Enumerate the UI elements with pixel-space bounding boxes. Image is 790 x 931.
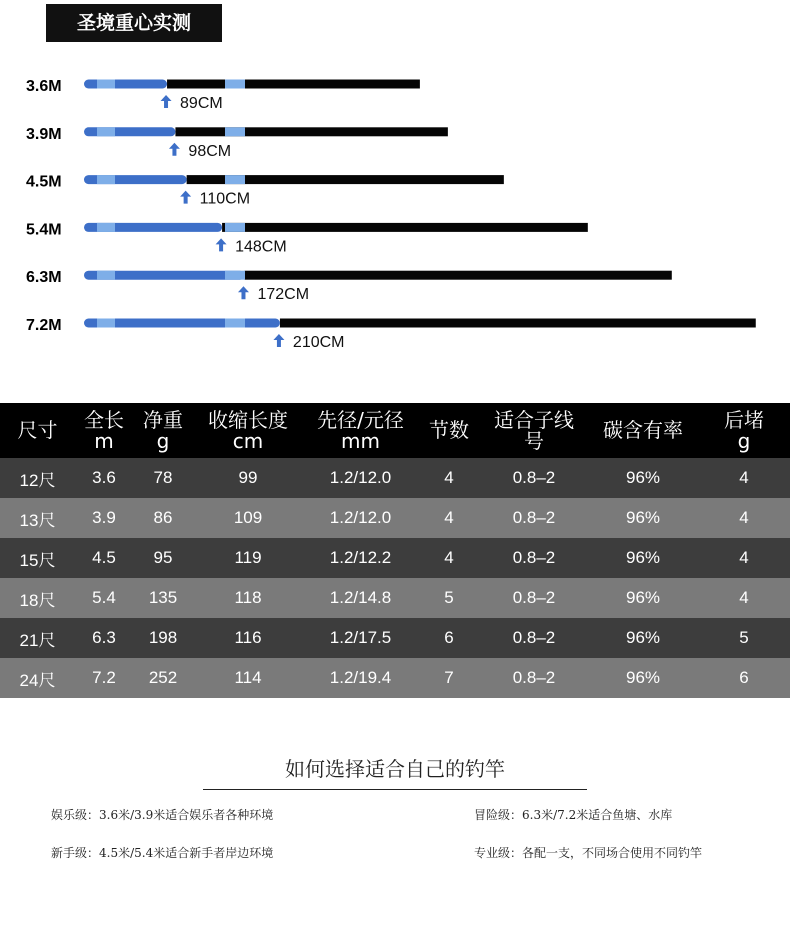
table-cell: 4 <box>698 578 790 618</box>
header-length: 全长 m <box>75 403 133 458</box>
table-cell: 96% <box>588 538 698 578</box>
table-cell: 24尺 <box>0 658 75 698</box>
table-cell: 6 <box>418 618 480 658</box>
table-cell: 1.2/12.0 <box>303 498 418 538</box>
table-cell: 114 <box>193 658 303 698</box>
table-cell: 119 <box>193 538 303 578</box>
rod-butt-segment <box>84 80 167 89</box>
table-cell: 109 <box>193 498 303 538</box>
rod-band-highlight <box>225 175 245 184</box>
header-carbon: 碳含有率 <box>588 403 698 458</box>
balance-point-label: 148CM <box>235 238 287 256</box>
balance-point-label: 210CM <box>292 334 345 351</box>
rod-tip-segment <box>244 271 671 280</box>
table-row <box>0 658 790 698</box>
table-cell: 13尺 <box>0 498 75 538</box>
rod-grip-highlight <box>97 319 115 328</box>
rod-length-label: 6.3M <box>26 269 62 287</box>
table-cell: 96% <box>588 458 698 498</box>
table-cell: 1.2/14.8 <box>303 578 418 618</box>
balance-arrow-icon <box>238 286 249 299</box>
spec-table <box>0 403 790 698</box>
balance-arrow-icon <box>216 238 227 251</box>
table-cell: 18尺 <box>0 578 75 618</box>
guide-title: 如何选择适合自己的钓竿 <box>285 757 505 781</box>
header-sections: 节数 <box>418 403 480 458</box>
table-cell: 5 <box>418 578 480 618</box>
guide-divider <box>203 789 587 790</box>
rod-tip-segment <box>175 127 447 136</box>
balance-arrow-icon <box>180 191 191 204</box>
table-cell: 4 <box>418 538 480 578</box>
table-cell: 252 <box>133 658 193 698</box>
rod-grip-highlight <box>97 127 115 136</box>
table-cell: 0.8–2 <box>480 458 588 498</box>
rod-grip-highlight <box>97 80 115 89</box>
balance-point-label: 89CM <box>180 95 223 112</box>
rod-length-label: 3.6M <box>26 78 62 95</box>
rod-tip-segment <box>167 80 420 89</box>
table-cell: 4 <box>698 458 790 498</box>
guide-professional-level: 专业级：各配一支，不同场合使用不同钓竿 <box>474 846 703 860</box>
balance-arrow-icon <box>161 95 172 108</box>
table-row <box>0 538 790 578</box>
table-row <box>0 498 790 538</box>
rod-band-highlight <box>225 271 245 280</box>
rod-band-highlight <box>225 80 245 89</box>
table-cell: 96% <box>588 498 698 538</box>
rod-grip-highlight <box>97 175 115 184</box>
page-title: 圣境重心实测 <box>46 4 222 42</box>
header-diameter: 先径/元径 mm <box>303 403 418 458</box>
table-row <box>0 578 790 618</box>
table-row <box>0 458 790 498</box>
header-end-cap: 后堵 g <box>698 403 790 458</box>
table-cell: 95 <box>133 538 193 578</box>
table-cell: 7 <box>418 658 480 698</box>
table-cell: 6.3 <box>75 618 133 658</box>
guide-beginner-level: 新手级：4.5米/5.4米适合新手者岸边环境 <box>51 846 274 860</box>
table-cell: 116 <box>193 618 303 658</box>
table-cell: 0.8–2 <box>480 578 588 618</box>
table-cell: 96% <box>588 578 698 618</box>
table-cell: 4 <box>698 538 790 578</box>
table-cell: 99 <box>193 458 303 498</box>
guide-adventure-level: 冒险级：6.3米/7.2米适合鱼塘、水库 <box>474 808 673 822</box>
table-cell: 4.5 <box>75 538 133 578</box>
table-cell: 78 <box>133 458 193 498</box>
table-cell: 0.8–2 <box>480 498 588 538</box>
table-cell: 7.2 <box>75 658 133 698</box>
rod-band-highlight <box>225 319 245 328</box>
guide-entertainment-level: 娱乐级：3.6米/3.9米适合娱乐者各种环境 <box>51 808 274 822</box>
rod-tip-segment <box>280 319 756 328</box>
table-cell: 4 <box>418 458 480 498</box>
table-cell: 0.8–2 <box>480 538 588 578</box>
balance-arrow-icon <box>273 334 284 347</box>
table-cell: 4 <box>418 498 480 538</box>
header-weight: 净重 g <box>133 403 193 458</box>
table-cell: 3.6 <box>75 458 133 498</box>
rod-grip-highlight <box>97 271 115 280</box>
table-cell: 3.9 <box>75 498 133 538</box>
table-cell: 6 <box>698 658 790 698</box>
rod-tip-segment <box>222 223 588 232</box>
rod-band-highlight <box>225 223 245 232</box>
balance-point-label: 172CM <box>257 286 310 304</box>
rod-band-highlight <box>225 127 245 136</box>
balance-point-label: 110CM <box>199 190 251 208</box>
header-line-size: 适合子线 号 <box>480 403 588 458</box>
table-cell: 5 <box>698 618 790 658</box>
rod-length-label: 3.9M <box>26 125 62 143</box>
table-cell: 5.4 <box>75 578 133 618</box>
table-cell: 118 <box>193 578 303 618</box>
rod-grip-highlight <box>97 223 115 232</box>
balance-arrow-icon <box>169 143 180 156</box>
table-row <box>0 618 790 658</box>
header-closed-length: 收缩长度 cm <box>193 403 303 458</box>
table-cell: 0.8–2 <box>480 658 588 698</box>
table-cell: 1.2/17.5 <box>303 618 418 658</box>
table-cell: 96% <box>588 618 698 658</box>
table-cell: 1.2/12.2 <box>303 538 418 578</box>
table-cell: 86 <box>133 498 193 538</box>
table-cell: 1.2/19.4 <box>303 658 418 698</box>
table-cell: 21尺 <box>0 618 75 658</box>
table-cell: 4 <box>698 498 790 538</box>
header-size: 尺寸 <box>0 403 75 458</box>
rod-length-label: 7.2M <box>26 317 62 334</box>
table-cell: 15尺 <box>0 538 75 578</box>
balance-point-label: 98CM <box>188 142 232 160</box>
table-cell: 96% <box>588 658 698 698</box>
table-cell: 135 <box>133 578 193 618</box>
table-cell: 0.8–2 <box>480 618 588 658</box>
table-cell: 12尺 <box>0 458 75 498</box>
table-header-row <box>0 403 790 458</box>
rod-length-label: 5.4M <box>26 221 62 239</box>
rod-length-label: 4.5M <box>26 173 62 191</box>
rod-balance-chart <box>0 0 790 370</box>
table-cell: 198 <box>133 618 193 658</box>
table-cell: 1.2/12.0 <box>303 458 418 498</box>
